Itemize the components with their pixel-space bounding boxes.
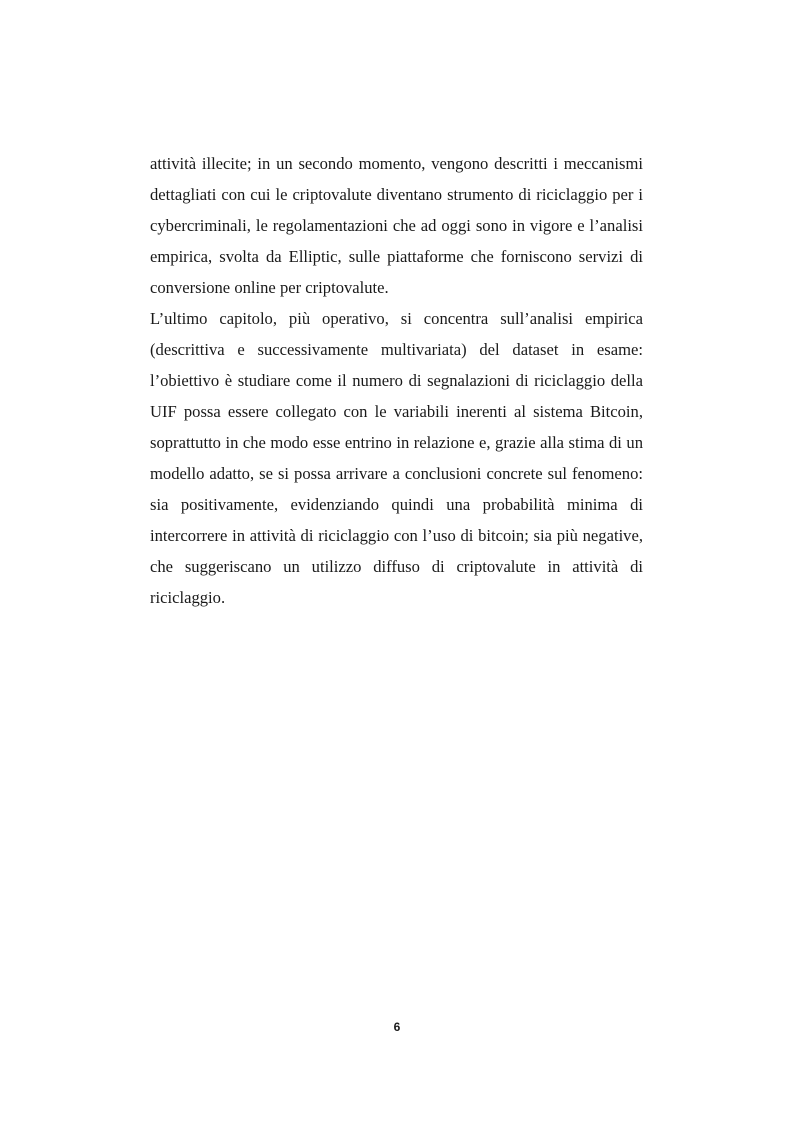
page-number: 6 bbox=[393, 1020, 401, 1034]
body-text bbox=[150, 148, 643, 613]
paragraph-1: attività illecite; in un secondo momento, vengono descritti i meccanismi dettagliati con cui le criptovalute diventano strumento di riciclaggio per i cybercriminali, le regolamentazioni che ad oggi sono in vigore e l’analisi empirica, svolta da Elliptic, sulle piattaforme che forniscono servizi di conversione online per criptovalute. bbox=[150, 154, 643, 297]
paragraph-2: L’ultimo capitolo, più operativo, si concentra sull’analisi empirica (descrittiva e successivamente multivariata) del dataset in esame: l’obiettivo è studiare come il numero di segnalazioni di riciclaggio della UIF possa essere collegato con le variabili inerenti al sistema Bitcoin, soprattutto in che modo esse entrino in relazione e, grazie alla stima di un modello adatto, se si possa arrivare a conclusioni concrete sul fenomeno: sia positivamente, evidenziando quindi una probabilità minima di intercorrere in attività di riciclaggio con l’uso di bitcoin; sia più negative, che suggeriscano un utilizzo diffuso di criptovalute in attività di riciclaggio. bbox=[150, 309, 643, 607]
